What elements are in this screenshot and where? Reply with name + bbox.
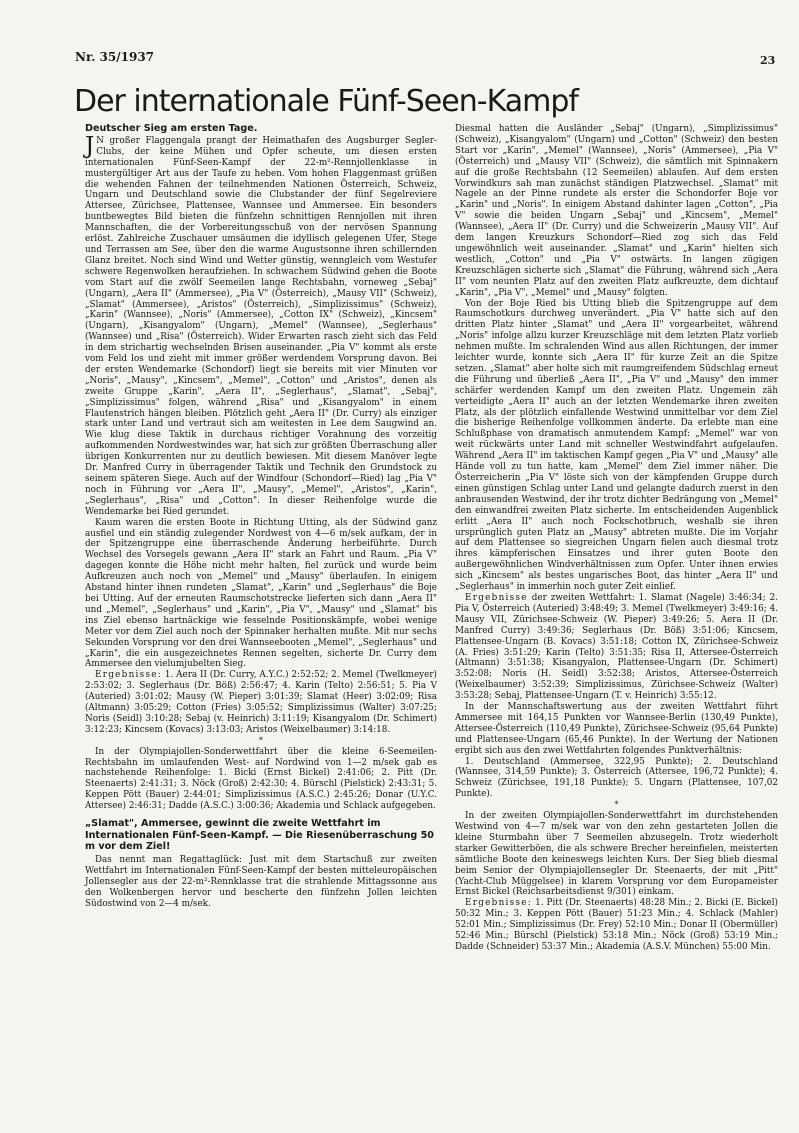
nation-ranking-paragraph: 1. Deutschland (Ammersee, 322,95 Punkte); 2. Deutschland (Wannsee, 314,59 Punkte); 3. Österreich (Attersee, 196,72 Punkte); 4. Schweiz (Zürichsee, 191,18 Punkte); 5. Ungarn (Plattensee, 107,02 Punkte). [455,756,778,800]
results-text: der zweiten Wettfahrt: 1. Slamat (Nagele) 3:46:34; 2. Pia V, Österreich (Auteried) 3:48:49; 3. Memel (Twelkmeyer) 3:49:16; 4. Mausy VII, Zürichsee-Schweiz (W. Pieper) 3:49:26; 5. Aera II (Dr. Manfred Curry) 3:49:36; Seglerhaus (Dr. Böß) 3:51:06; Kincsem, Plattensee-Ungarn (B. Kovacs) 3:51:18; Cotton IX, Zürichsee-Schweiz (A. Fries) 3:51:29; Karin (Telto) 3:51:35; Risa II, Attersee-Österreich (Altmann) 3:51:38; Kisangyalon, Plattensee-Ungarn (Dr. Schimert) 3:52:08; Noris (H. Seidl) 3:52:38; Aristos, Attersee-Österreich (Weixelbaumer) 3:52:39; Simplizissimus, Zürichsee-Schweiz (Walter) 3:53:28; Sebaj, Plattensee-Ungarn (T. v. Heinrich) 3:55:12. [455,592,778,702]
section-heading: „Slamat", Ammersee, gewinnt die zweite Wettfahrt im Internationalen Fünf-Seen-Kampf. — Die Riesenüberraschung 50 m vor dem Ziel! [85,818,434,852]
article-title: Der internationale Fünf-Seen-Kampf [74,84,578,119]
team-ranking-paragraph: In der Mannschaftswertung aus der zweiten Wettfahrt führt Ammersee mit 164,15 Punkten vor Wannsee-Berlin (130,49 Punkte), Attersee-Österreich (110,49 Punkte), Zürichsee-Schweiz (95,64 Punkte) und Plattensee-Ungarn (65,46 Punkte). In der Wertung der Nationen ergibt sich aus den zwei Wettfahrten folgendes Punktverhältnis: [455,702,778,756]
section-divider-star: * [259,735,263,745]
race-paragraph: Kaum waren die ersten Boote in Richtung Utting, als der Südwind ganz ausfiel und ein ständig zulegender Nordwest von 4—6 m/sek aufkam, der in der Spitzengruppe eine überraschende Änderung herbeiführte. Durch Wechsel des Vorsegels gewann „Aera II" stark an Fahrt und Raum. „Pia V" dagegen konnte die Höhe nicht mehr halten, fiel zurück und wurde beim Aufkreuzen auch noch von „Memel" und „Mausy" überlaufen. In einigem Abstand hinter ihnen rundeten „Slamat", „Karin" und „Seglerhaus" die Boje bei Utting. Auf der erneuten Raumschotstrecke lieferten sich dann „Aera II" und „Memel", „Seglerhaus" und „Karin", „Pia V", „Mausy" und „Slamat" bis ins Ziel ebenso hartnäckige wie fesselnde Positionskämpfe, wobei wenige Meter vor dem Ziel auch noch der Spinnaker herhalten mußte. Mit nur sechs Sekunden Vorsprung vor den drei Wannseebooten „Memel", „Seglerhaus" und „Karin", die ein ausgezeichnetes Rennen segelten, sicherte Dr. Curry dem Ammersee den vielumjubelten Sieg. [85,517,437,670]
issue-number: Nr. 35/1937 [75,50,155,64]
second-race-paragraph-2: Von der Boje Ried bis Utting blieb die Spitzengruppe auf dem Raumschotkurs durchweg unverändert. „Pia V" hatte sich auf den dritten Platz hinter „Slamat" und „Aera II" vorgearbeitet, während „Noris" infolge allzu kurzer Kreuzschläge mit dem letzten Platz vorlieb nehmen mußte. Im schralenden Wind aus allen Richtungen, der immer leichter wurde, konnte sich „Aera II" für kurze Zeit an die Spitze setzen. „Slamat" aber holte sich mit raumgreifendem Südschlag erneut die Führung und überließ „Aera II", „Pia V" und „Mausy" den immer schärfer werdenden Kampf um den zweiten Platz. Ungemein zäh verteidigte „Aera II" auch an der letzten Wendemarke ihren zweiten Platz, als der plötzlich einfallende Westwind unmittelbar vor dem Ziel die bisherige Reihenfolge vollkommen änderte. Da erlebte man eine Schlußphase von dramatisch anmutendem Kampf: „Memel" war von weit rückwärts unter Land mit schneller Westwindfahrt aufgelaufen. Während „Aera II" im taktischen Kampf gegen „Pia V" und „Mausy" alle Hände voll zu tun hatte, kam „Memel" dem Ziel immer näher. Die Österreicherin „Pia V" löste sich von der kämpfenden Gruppe durch einen günstigen Schlag unter Land und gelangte dadurch zuerst in den anbrausenden Westwind, der ihr trotz dichter Bedrängung von „Memel" den einwandfrei zweiten Platz sicherte. Im entscheidenden Augenblick erlitt „Aera II" auch noch Fockschotbruch, weshalb sie ihren ursprünglich guten Platz an „Mausy" abtreten mußte. Die im Vorjahr auf dem Plattensee so siegreichen Ungarn fielen auch diesmal trotz ihres kämpferischen Einsatzes und ihrer guten Boote den außergewöhnlichen Windverhältnissen zum Opfer. Unter ihnen erwies sich „Kincsem" als bestes ungarisches Boot, das hinter „Aera II" und „Seglerhaus" in immerhin noch guter Zeit einlief. [455,298,778,593]
results-text: 1. Pitt (Dr. Steenaerts) 48:28 Min.; 2. Bicki (E. Bickel) 50:32 Min.; 3. Keppen Pött (Bauer) 51:23 Min.; 4. Schlack (Mahler) 52:01 Min.; Simplizissimus (Dr. Frey) 52:10 Min.; Donar II (Obermüller) 52:46 Min.; Bürschl (Pielstick) 53:18 Min.; Nöck (Groß) 53:19 Min.; Dadde (Schneider) 53:37 Min.; Akademia (A.S.V. München) 55:00 Min. [455,898,778,952]
results-label: Ergebnisse: [95,670,163,681]
second-race-intro: Das nennt man Regattaglück: Just mit dem Startschuß zur zweiten Wettfahrt im Internationalen Fünf-Seen-Kampf der besten mitteleuropäischen Jollensegler aus der 22-m²-Rennklasse trat die strahlende Mittagssonne aus den Wolkenbergen hervor und bescherte den fünfzehn Jollen leichten Südostwind von 2—4 m/sek. [85,855,437,909]
intro-text: N großer Flaggengala prangt der Heimathafen des Augsburger Segler-Clubs, der keine Mühen und Opfer scheute, um diesen ersten internationalen Fünf-Seen-Kampf der 22-m²-Rennjollenklasse in mustergültiger Art aus der Taufe zu heben. Vom hohen Flaggenmast grüßen die wehenden Fahnen der teilnehmenden Nationen Österreich, Schweiz, Ungarn und Deutschland sowie die Clubstander der fünf Segelreviere Attersee, Zürichsee, Plattensee, Wannsee und Ammersee. Ein besonders buntbewegtes Bild bieten die fünfzehn schnittigen Rennjollen mit ihren Mannschaften, die der Vorbereitungsschuß von der nervösen Spannung erlöst. Zahlreiche Zuschauer umsäumen die idyllisch gelegenen Ufer, Stege und Terrassen am See, über den die warme Augustsonne ihren schillernden Glanz breitet. Noch sind Wind und Wetter günstig, wenngleich vom Westufer schwere Regenwolken heraufziehen. In schwachem Südwind gehen die Boote vom Start auf die zwölf Seemeilen lange Rechtsbahn, vorneweg „Sebaj" (Ungarn), „Aera II" (Ammersee), „Pia V" (Österreich), „Mausy VII" (Schweiz), „Slamat" (Ammersee), „Aristos" (Österreich), „Simplizissimus" (Schweiz), „Karin" (Wannsee), „Noris" (Ammersee), „Cotton IX" (Schweiz), „Kincsem" (Ungarn), „Kisangyalom" (Ungarn), „Memel" (Wannsee), „Seglerhaus" (Wannsee) und „Risa" (Österreich). Wider Erwarten rasch zieht sich das Feld in dem strichartig wechselnden Brisen auseinander. „Pia V" kommt als erste vom Feld los und zieht mit immer größer werdendem Vorsprung davon. Bei der ersten Wendemarke (Schondorf) liegt sie bereits mit vier Minuten vor „Noris", „Mausy", „Kincsem", „Memel", „Cotton" und „Aristos", denen als zweite Gruppe „Karin", „Aera II", „Seglerhaus", „Slamat", „Sebaj", „Simplizissimus" folgen, während „Risa" und „Kisangyalom" in einem Flautenstrich hängen bleiben. Plötzlich geht „Aera II" (Dr. Curry) als einziger stark unter Land und vertraut sich am weitesten in Lee dem Saugwind an. Wie klug diese Taktik in durchaus richtiger Vorahnung des vorzeitig aufkommenden Nordwestwindes war, hat sich zur größten Überraschung aller übrigen Konkurrenten nur zu deutlich bewiesen. Mit diesem Manöver legte Dr. Manfred Curry in überragender Taktik und Technik den Grundstock zu seinem späteren Siege. Auch auf der Windfour (Schondorf—Ried) lag „Pia V" noch in Führung vor „Aera II", „Mausy", „Memel", „Aristos", „Karin", „Seglerhaus", „Risa" und „Cotton". In dieser Reihenfolge wurde die Wendemarke bei Ried gerundet. [85,135,437,517]
right-column [455,124,778,953]
olympia-jollen-paragraph: In der Olympiajollen-Sonderwettfahrt über die kleine 6-Seemeilen-Rechtsbahn im umlaufenden West- auf Nordwind von 1—2 m/sek gab es nachstehende Reihenfolge: 1. Bicki (Ernst Bickel) 2:41:06; 2. Pitt (Dr. Steenaerts) 2:41:31; 3. Nöck (Groß) 2:42:30; 4. Bürschl (Pielstick) 2:43:31; 5. Keppen Pött (Bauer) 2:44:01; Simplizissimus (A.S.C.) 2:45:26; Donar (U.Y.C. Attersee) 2:46:31; Dadde (A.S.C.) 3:00:36; Akademia und Schlack aufgegeben. [85,746,437,812]
article-subtitle: Deutscher Sieg am ersten Tage. [85,123,258,134]
page-number: 23 [760,54,776,67]
section-divider-star: * [614,800,619,810]
olympia-jollen-second-paragraph: In der zweiten Olympiajollen-Sonderwettfahrt im durchstehenden Westwind von 4—7 m/sek war von den zehn gestarteten Jollen die kleine Sturmbahn über 7 Seemeilen abzusegeln. Trotz wiederholt starker Gewitterböen, die als schwere Brecher hereinfielen, meisterten sämtliche Boote den keineswegs leichten Kurs. Der Sieg blieb diesmal beim Senior der Olympiajollensegler Dr. Steenaerts, der mit „Pitt" (Yacht-Club Müggelsee) in klarem Vorsprung vor dem Europameister Ernst Bickel (Reichsarbeitsdienst 9/301) einkam. [455,811,778,898]
results-label: Ergebnisse: [465,898,533,909]
intro-paragraph [85,132,437,518]
results-text: 1. Aera II (Dr. Curry, A.Y.C.) 2:52:52; 2. Memel (Twelkmeyer) 2:53:02; 3. Seglerhaus (Dr. Böß) 2:56:47; 4. Karin (Telto) 2:56:51; 5. Pia V (Auteried) 3:01:02; Mausy (W. Pieper) 3:01:39; Slamat (Heer) 3:02:09; Risa (Altmann) 3:05:29; Cotton (Fries) 3:05:52; Simplizissimus (Walter) 3:07:25; Noris (Seidl) 3:10:28; Sebaj (v. Heinrich) 3:11:19; Kisangyalom (Dr. Schimert) 3:12:23; Kincsem (Kovacs) 3:13:03; Aristos (Weixelbaumer) 3:14:18. [85,670,437,735]
results-olympia-jollen [455,898,778,953]
results-first-race [85,670,437,735]
drop-cap: J [85,132,95,159]
results-second-race [455,593,778,702]
second-race-paragraph: Diesmal hatten die Ausländer „Sebaj" (Ungarn), „Simplizissimus" (Schweiz), „Kisangyalom" (Ungarn) und „Cotton" (Schweiz) den besten Start vor „Karin", „Memel" (Wannsee), „Noris" (Ammersee), „Pia V" (Österreich) und „Mausy VII" (Schweiz), die sämtlich mit Spinnakern auf die große Rechtsbahn (12 Seemeilen) ablaufen. Auf dem ersten Vorwindkurs sah man zunächst ständigen Platzwechsel. „Slamat" mit Nagele an der Pinne rundete als erster die Schondorfer Boje vor „Karin" und „Noris". In einigem Abstand dahinter lagen „Cotton", „Pia V" sowie die beiden Ungarn „Sebaj" und „Kincsem", „Memel" (Wannsee), „Aera II" (Dr. Curry) und die Schweizerin „Mausy VII". Auf dem langen Kreuzkurs Schondorf—Ried zog sich das Feld ungewöhnlich weit auseinander. „Slamat" und „Karin" hielten sich westlich, „Cotton" und „Pia V" ostwärts. In langen zügigen Kreuzschlägen sicherte sich „Slamat" die Führung, während sich „Aera II" vom neunten Platz auf den zweiten Platz aufkreuzte, dem dichtauf „Karin", „Pia V", „Memel" und „Mausy" folgten. [455,124,778,298]
results-label: Ergebnisse [465,592,528,603]
left-column [85,124,437,910]
